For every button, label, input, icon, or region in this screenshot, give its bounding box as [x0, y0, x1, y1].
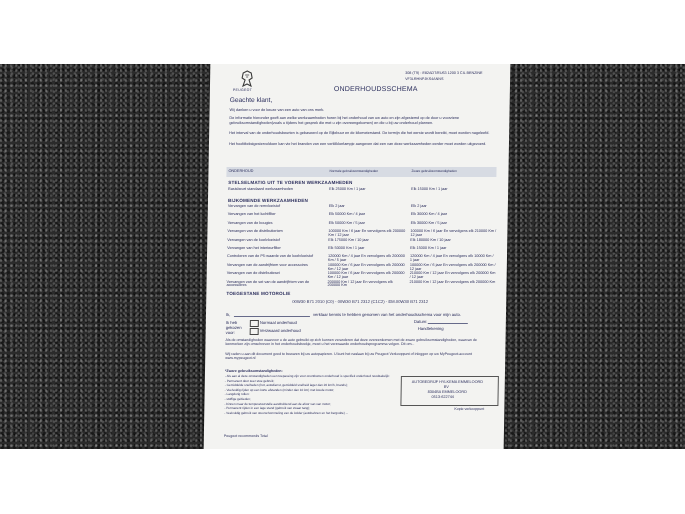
- row-normal: 100000 Km / 6 jaar En vervolgens elk 200000 Km / 12 jaar: [327, 262, 405, 271]
- vehicle-model: 308 (T9) - E82ADT/EU63 1200 3 CIL BENZINE: [405, 71, 483, 75]
- row-heavy: Elk 30000 Km / 5 jaar: [410, 220, 447, 225]
- normal-checkbox[interactable]: [250, 320, 259, 327]
- row-heavy: 210000 Km / 12 jaar En vervolgens elk 200000 Km: [409, 279, 496, 284]
- row-heavy: 210000 Km / 12 jaar En vervolgens elk 200000 Km / 12 jaar: [409, 271, 496, 279]
- dealer-phone: 0513-622744: [431, 395, 454, 399]
- name-line[interactable]: [234, 316, 310, 317]
- footer-text: Peugeot recommends Total: [223, 434, 268, 438]
- paragraph-keep-document: Wij raden u aan dit document goed te bewaren bij uw autopapieren. U kunt het naslaan bij uw Peugeot Verkooppunt of inloggen op uw MyPeugeot-account www.mypeugeot.nl: [225, 352, 472, 361]
- row-normal: 100000 Km / 6 jaar En vervolgens elk 200000 Km / 12 jaar: [327, 271, 405, 279]
- condition-item: - Langdurig rollen:: [224, 392, 250, 397]
- carpet-background: [0, 64, 685, 449]
- row-heavy: Elk 30000 Km / 4 jaar: [410, 212, 448, 217]
- table-row: [227, 239, 497, 245]
- row-heavy: 100000 Km / 6 jaar En vervolgens elk 210000 Km / 12 jaar: [410, 229, 497, 237]
- condition-item: - stoffige gebieden;: [224, 397, 251, 401]
- row-task: Controleren van de P5-waarde van de koelvloeistof: [226, 254, 314, 259]
- table-row: [228, 205, 498, 211]
- table-row: [226, 281, 496, 287]
- row-task: Vervangen van de set van de aandrijfriem van de accessoires: [226, 279, 310, 288]
- condition-item: - Veelvuldig gebruik van stuurschommeling van de kolder (autobahnen en het bergvolte) ...: [224, 410, 349, 415]
- row-task: Vervangen van het luchtfilter: [227, 212, 276, 217]
- table-row: [227, 230, 497, 236]
- row-normal: 100000 Km / 6 jaar En vervolgens elk 200000 Km / 12 jaar: [328, 229, 406, 237]
- intro-line-4: Het hoofdtekstgestervoldoen kan vie het branden van een verklikkerlampje aangeven dat een van deze werkzaamheden eerder moet worden uitgevoerd.: [228, 142, 487, 146]
- condition-item: - Als aan al deze omstandigheden een toepassing zijn voor onontkomen onderhoud is specifiek onderhoud noodzakelijk:: [224, 374, 390, 378]
- signature-label: Handtekening: [417, 326, 444, 331]
- section-additional-title: BIJKOMENDE WERKZAAMHEDEN: [227, 198, 309, 203]
- dealer-name: AUTOBEDRIJF HYLKEMA EMMELOORD: [411, 380, 484, 384]
- row-normal: 200000 Km / 12 jaar En vervolgens elk 200000 Km: [327, 279, 393, 288]
- condition-item: - Veelvuldig rijden op een korte afstanden (minder dan 10 km) met koude motor;: [224, 387, 335, 392]
- heavy-checkbox[interactable]: [250, 328, 259, 335]
- table-row: [227, 264, 497, 270]
- greeting: Geachte klant,: [229, 97, 273, 104]
- date-line[interactable]: [428, 323, 468, 324]
- vehicle-vin: VF3LRHNPJKS4ANNS: [405, 77, 444, 81]
- header-heavy: Zware gebruiksomstandigheden: [411, 169, 457, 173]
- section-oil-title: TOEGESTANE MOTOROLIE: [226, 291, 291, 296]
- row-task: Vervangen van de aandrijfriem voor accessoires: [226, 262, 308, 267]
- row-heavy: Elk 15000 Km / 1 jaar: [410, 246, 447, 250]
- table-header: [228, 169, 498, 175]
- row-task: Vervangen van de bougies: [227, 220, 273, 225]
- oil-spec: 00W30 B71 2010 (C0) - 00W30 B71 2312 (C1C2) - EM.00W30 B71 2312: [292, 299, 429, 304]
- row-normal: Elk 175000 Km / 10 jaar: [328, 237, 369, 242]
- dealer-bv: BV: [443, 385, 449, 389]
- dealer-address: 8304BA EMMELOORD: [427, 390, 467, 394]
- header-maintenance: ONDERHOUD: [228, 169, 254, 173]
- row-task: Vervangen van de distributieriem: [227, 229, 283, 234]
- table-row: [228, 222, 498, 228]
- dealer-caption: Kopie verkooppunt: [454, 407, 485, 411]
- intro-line-1: Wij danken u voor de keuze van een auto van ons merk.: [229, 108, 325, 112]
- row-heavy: 100000 Km / 6 jaar En vervolgens elk 200000 Km / 12 jaar: [409, 262, 496, 271]
- row-normal: Elk 50000 Km / 1 jaar: [328, 246, 365, 250]
- paragraph-heavy-use: Als de omstandigheden waarvoor u de auto gebruikt op zich kunnen veranderen dat deze overeenkomen met de zware gebruiksomstandigheden, waarvan de kenmerken zijn omschreven in het onderhoudsboekje, moet u het verzwaarde onderhoudsprogramma volgen. Dit om...: [225, 338, 477, 347]
- section-systematic-title: STELSELMATIG UIT TE VOEREN WERKZAAMHEDEN: [228, 180, 353, 185]
- intro-line-2: De informatie hieronder geeft aan welke werkzaamheden horen bij het onderhoud van uw auto en zijn afgestemd op de door u voorziene gebruiksomstandigheden(zoals u tijdens het gesprek die met u zijn overeengekomen) en die u bij uw onderhoud plannen.: [229, 116, 460, 125]
- row-task: Vervangen van de remvloeistof: [227, 204, 281, 208]
- condition-item: - Gemiddelde snelheden (hot, autodienst, gemiddeld snelheid lager dan 20 km/h, brands);: [224, 383, 348, 388]
- row-heavy: Elk 15000 Km / 1 jaar: [411, 187, 448, 191]
- table-row: [227, 255, 497, 261]
- option-normal: Normaal onderhoud: [259, 320, 297, 325]
- row-task: Basisbeurt standaard werkzaamheden: [228, 187, 294, 191]
- table-row: [227, 247, 497, 253]
- peugeot-lion-logo: [237, 70, 257, 88]
- condition-item: - Permanent rijden in een lage stand (gebruik van zwaar tang);: [224, 406, 311, 411]
- document-title: ONDERHOUDSSCHEMA: [333, 86, 418, 93]
- table-row: [227, 272, 497, 278]
- condition-item: - binnen maar de temperatuurstelle aandrukkend aan de afoor van van motor;: [224, 401, 331, 406]
- row-heavy: Elk 2 jaar: [410, 204, 427, 208]
- row-heavy: Elk 180000 Km / 10 jaar: [410, 237, 451, 242]
- row-normal: Elk 50000 Km / 4 jaar: [328, 212, 366, 217]
- dealer-stamp: [400, 376, 499, 406]
- condition-item: - Permanent door zeer stoe gebruik;: [224, 378, 275, 383]
- ack-prefix: Ik,: [225, 312, 231, 317]
- brand-label: PEUGEOT: [232, 88, 253, 92]
- row-normal: 120000 Km / 4 jaar En vervolgens elk 200000 Km / 5 jaar: [327, 254, 405, 263]
- row-task: Vervangen van het interieurfilter: [227, 246, 281, 250]
- maintenance-schedule-document: [204, 64, 511, 449]
- conditions-title: *Zware gebruiksomstandigheden:: [224, 369, 283, 373]
- ack-text: verklaar kennis te hebben genomen van het onderhoudsschema voor mijn auto.: [312, 312, 462, 317]
- row-normal: Elk 50000 Km / 5 jaar: [328, 220, 365, 225]
- row-heavy: 120000 Km / 4 jaar En vervolgens elk 10000 Km / 1 jaar: [409, 254, 494, 263]
- chosen-label: Ik heb gekozen voor:: [225, 320, 242, 335]
- option-heavy: Verzwaard onderhoud: [259, 328, 301, 333]
- vehicle-info: [405, 70, 483, 82]
- row-normal: Elk 25000 Km / 1 jaar: [329, 187, 366, 191]
- table-row: [228, 213, 498, 219]
- row-normal: Elk 2 jaar: [328, 204, 345, 208]
- intro-line-3: Het interval van de onderhoudsbeurten is gebaseerd op de Bijlebuur en de kilometerstand. De termijn die het eerste wordt bereikt, moet worden nageleefd.: [229, 131, 490, 135]
- row-task: Vervangen van de koelvloeistof: [227, 237, 280, 242]
- table-row: [228, 187, 498, 193]
- date-label: Datum:: [413, 319, 428, 324]
- row-task: Vervangen van de distributieset: [226, 271, 280, 276]
- header-normal: Normale gebruiksomstandigheden: [329, 169, 379, 173]
